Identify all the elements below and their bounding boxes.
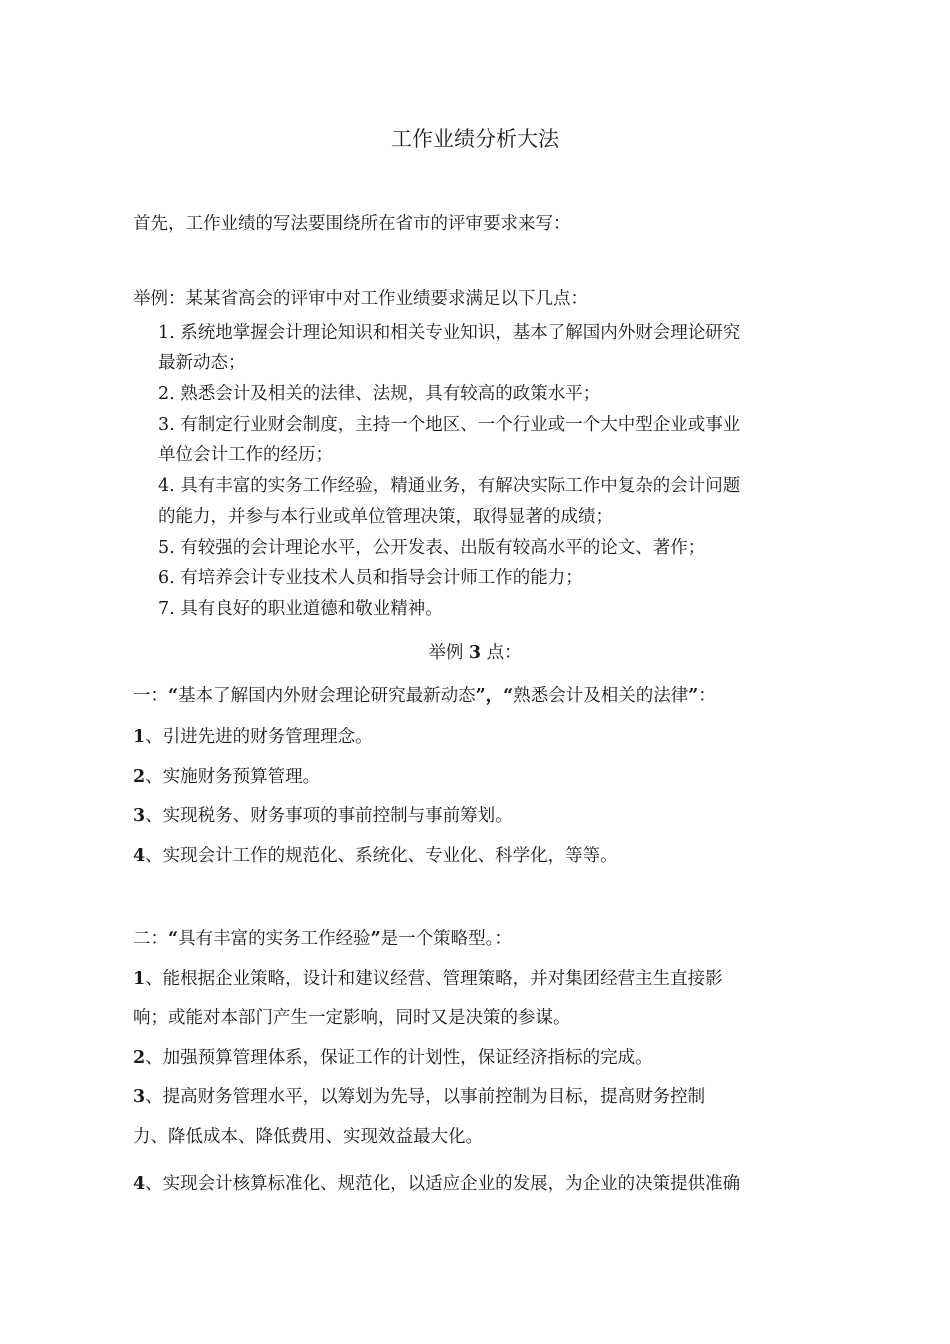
item-text: 、加强预算管理体系，保证工作的计划性，保证经济指标的完成。 <box>145 1048 653 1068</box>
section-1-item <box>133 765 320 789</box>
item-text: 、实现会计核算标准化、规范化，以适应企业的发展，为企业的决策提供准确 <box>145 1174 741 1194</box>
section-2-heading <box>133 927 512 951</box>
item-number: 1 <box>133 969 146 989</box>
item-number: 4 <box>133 846 146 866</box>
item-text: 、能根据企业策略，设计和建议经营、管理策略，并对集团经营主生直接影 <box>145 969 723 989</box>
example-points-heading <box>0 641 950 665</box>
quote-mark: “ <box>168 929 179 949</box>
section-2-heading-number: 二： <box>133 929 168 949</box>
section-2-heading-rest: 是一个策略型。： <box>380 929 512 949</box>
list-item: 1. 系统地掌握会计理论知识和相关专业知识，基本了解国内外财会理论研究 <box>158 323 741 343</box>
section-2-item-continuation: 响；或能对本部门产生一定影响，同时又是决策的参谋。 <box>133 1008 571 1028</box>
item-number: 4 <box>133 1174 146 1194</box>
section-2-item <box>133 1046 653 1070</box>
quote-mark: ” <box>688 686 699 706</box>
item-number: 3 <box>133 1087 146 1107</box>
section-2-item <box>133 967 723 991</box>
item-text: 、提高财务管理水平，以筹划为先导，以事前控制为目标，提高财务控制 <box>145 1087 706 1107</box>
example-points-prefix: 举例 <box>428 643 464 663</box>
section-1-heading-number: 一： <box>133 686 168 706</box>
list-item: 4. 具有丰富的实务工作经验，精通业务，有解决实际工作中复杂的会计问题 <box>158 476 741 496</box>
example-points-suffix: 点： <box>486 643 522 663</box>
section-1-heading-colon: ： <box>698 686 716 706</box>
section-2-item <box>133 1172 740 1196</box>
example-points-number: 3 <box>468 643 482 663</box>
quote-mark: ” <box>370 929 381 949</box>
list-item: 7. 具有良好的职业道德和敬业精神。 <box>158 599 443 619</box>
list-item: 6. 有培养会计专业技术人员和指导会计师工作的能力； <box>158 568 583 588</box>
list-item: 最新动态； <box>158 353 246 373</box>
item-number: 2 <box>133 767 146 787</box>
section-2-heading-quote: 具有丰富的实务工作经验 <box>178 929 371 949</box>
list-item: 的能力，并参与本行业或单位管理决策，取得显著的成绩； <box>158 507 613 527</box>
section-1-item <box>133 725 373 749</box>
item-text: 、实现税务、财务事项的事前控制与事前筹划。 <box>145 806 513 826</box>
document-title: 工作业绩分析大法 <box>391 127 559 151</box>
section-1-item <box>133 804 513 828</box>
section-1-heading-quote-1: 基本了解国内外财会理论研究最新动态 <box>178 686 476 706</box>
quote-mark: ”，“ <box>475 686 514 706</box>
section-1-heading-quote-2: 熟悉会计及相关的法律 <box>513 686 689 706</box>
section-2-item-continuation: 力、降低成本、降低费用、实现效益最大化。 <box>133 1127 483 1147</box>
example-heading: 举例：某某省高会的评审中对工作业绩要求满足以下几点： <box>133 289 588 309</box>
item-number: 1 <box>133 727 146 747</box>
section-2-item <box>133 1085 705 1109</box>
section-1-item <box>133 844 618 868</box>
item-text: 、实施财务预算管理。 <box>145 767 321 787</box>
list-item: 2. 熟悉会计及相关的法律、法规，具有较高的政策水平； <box>158 384 601 404</box>
quote-mark: “ <box>168 686 179 706</box>
item-number: 2 <box>133 1048 146 1068</box>
section-1-heading <box>133 684 716 708</box>
list-item: 5. 有较强的会计理论水平，公开发表、出版有较高水平的论文、著作； <box>158 538 706 558</box>
list-item: 单位会计工作的经历； <box>158 445 333 465</box>
item-text: 、实现会计工作的规范化、系统化、专业化、科学化，等等。 <box>145 846 618 866</box>
list-item: 3. 有制定行业财会制度，主持一个地区、一个行业或一个大中型企业或事业 <box>158 415 741 435</box>
item-number: 3 <box>133 806 146 826</box>
item-text: 、引进先进的财务管理理念。 <box>145 727 373 747</box>
intro-paragraph: 首先，工作业绩的写法要围绕所在省市的评审要求来写： <box>133 214 571 234</box>
